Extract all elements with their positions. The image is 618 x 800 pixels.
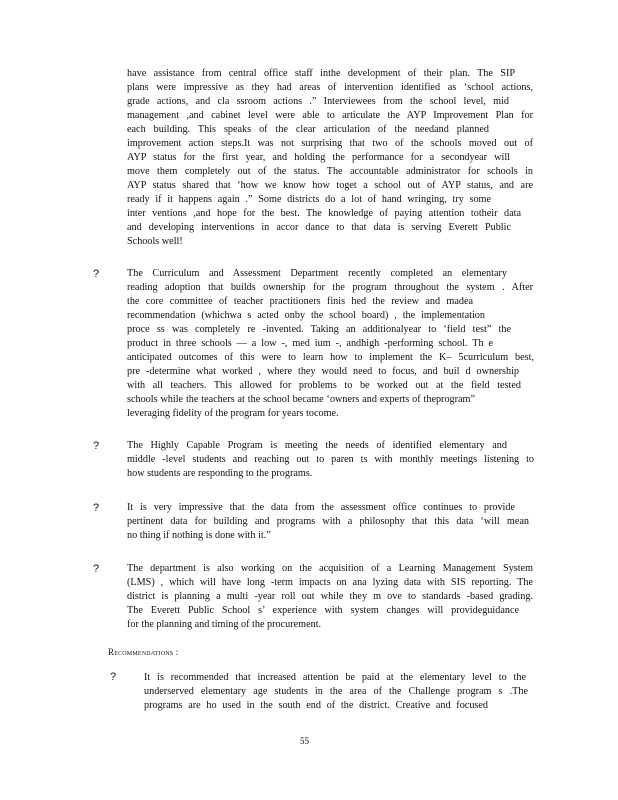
text-line: The Highly Capable Program is meeting the needs of identified elementary and <box>127 440 507 451</box>
text-line: inter ventions ,and hope for the best. The knowledge of paying attention totheir data <box>127 208 521 219</box>
text-line: AYP status shared that ‘how we know how toget a school out of AYP status, and are <box>127 180 533 191</box>
text-line: how students are responding to the programs. <box>127 468 313 479</box>
text-line: with all teachers. This allowed for problems to be worked out at the field tested <box>127 380 521 391</box>
text-line: It is very impressive that the data from the assessment office continues to provide <box>127 502 515 513</box>
text-line: improvement action steps.It was not surprising that two of the schools moved out of <box>127 138 533 149</box>
text-line: product in three schools — a low -, med ium -, andhigh -performing school. Th e <box>127 338 493 349</box>
recommendations-heading: Recommendations : <box>108 647 179 657</box>
text-line: for the planning and timing of the procurement. <box>127 619 322 630</box>
text-line: programs are ho used in the south end of the district. Creative and focused <box>144 700 488 711</box>
text-line: The Everett Public School s’ experience with system changes will provideguidance <box>127 605 519 616</box>
text-line: each building. This speaks of the clear articulation of the needand planned <box>127 124 489 135</box>
text-line: schools while the teachers at the school became ‘owners and experts of theprogram” <box>127 394 475 405</box>
text-line: pre -determine what worked , where they would need to focus, and buil d ownership <box>127 366 519 377</box>
text-line: move them completely out of the status. The accountable administrator for schools in <box>127 166 533 177</box>
text-line: underserved elementary age students in the area of the Challenge program s .The <box>144 686 528 697</box>
text-line: recommendation (whichwa s acted onby the school board) , the implementation <box>127 310 485 321</box>
text-line: The Curriculum and Assessment Department recently completed an elementary <box>127 268 507 279</box>
text-line: ready if it happens again .” Some districts do a lot of hand wringing, try some <box>127 194 491 205</box>
text-line: grade actions, and cla ssroom actions .” Interviewees from the school level, mid <box>127 96 509 107</box>
text-line: district is planning a multi -year roll out while they m ove to standards -based grading. <box>127 591 533 602</box>
text-line: The department is also working on the acquisition of a Learning Management System <box>127 563 533 574</box>
page-number: 55 <box>300 736 309 746</box>
text-line: have assistance from central office staff inthe development of their plan. The SIP <box>127 68 515 79</box>
text-line: anticipated outcomes of this were to learn how to implement the K– 5curriculum best, <box>127 352 534 363</box>
text-line: and developing interventions in accor dance to that data is serving Everett Public <box>127 222 511 233</box>
text-line: management ,and cabinet level were able to articulate the AYP Improvement Plan for <box>127 110 533 121</box>
text-line: the core committee of teacher practitioners finis hed the review and madea <box>127 296 473 307</box>
bullet-marker: ? <box>93 502 100 514</box>
bullet-marker: ? <box>110 671 117 683</box>
text-line: pertinent data for building and programs with a philosophy that this data ‘will mean <box>127 516 529 527</box>
text-line: It is recommended that increased attention be paid at the elementary level to the <box>144 672 526 683</box>
text-line: reading adoption that builds ownership for the program throughout the system . After <box>127 282 533 293</box>
text-line: no thing if nothing is done with it.” <box>127 530 271 541</box>
text-line: leveraging fidelity of the program for years tocome. <box>127 408 339 419</box>
text-line: Schools well! <box>127 236 183 247</box>
text-line: proce ss was completely re -invented. Taking an additionalyear to ‘field test” the <box>127 324 511 335</box>
text-line: (LMS) , which will have long -term impacts on ana lyzing data with SIS reporting. The <box>127 577 533 588</box>
text-line: AYP status for the first year, and holding the performance for a secondyear will <box>127 152 510 163</box>
bullet-marker: ? <box>93 268 100 280</box>
text-line: plans were impressive as they had areas of intervention identified as ‘school actions, <box>127 82 533 93</box>
bullet-marker: ? <box>93 440 100 452</box>
bullet-marker: ? <box>93 563 100 575</box>
text-line: middle -level students and reaching out to paren ts with monthly meetings listening to <box>127 454 534 465</box>
